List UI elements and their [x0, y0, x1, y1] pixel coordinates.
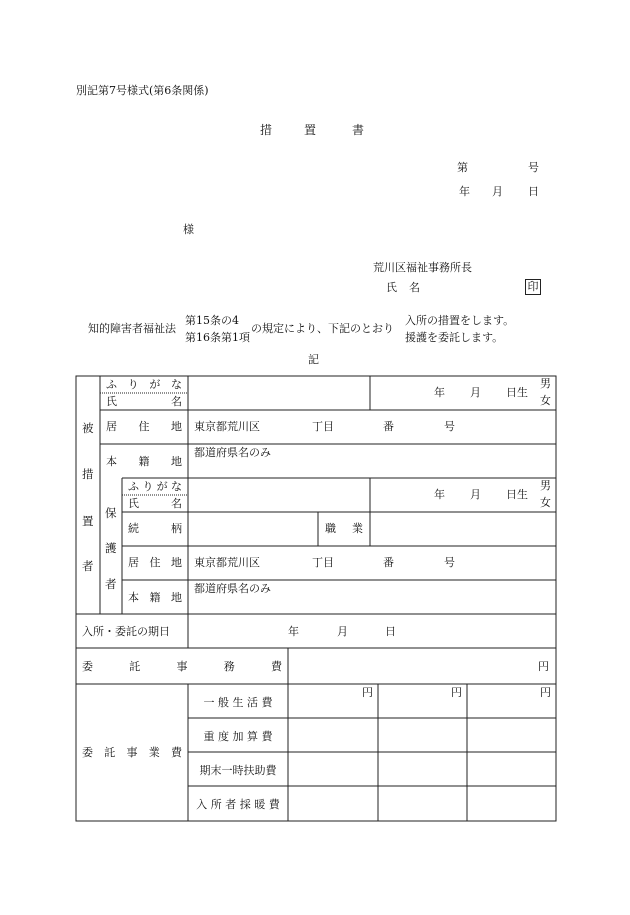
- period-month: 月: [337, 625, 348, 638]
- sex-female[interactable]: 女: [540, 394, 551, 407]
- subject-name-field[interactable]: [189, 377, 369, 409]
- guardian-sex-female[interactable]: 女: [540, 496, 551, 509]
- birth-day: 日生: [506, 386, 528, 399]
- title-char: 措: [260, 123, 273, 137]
- birth-year: 年: [434, 386, 445, 399]
- cost-item-heating: 入 所 者 採 暖 費: [196, 798, 280, 811]
- period-day: 日: [385, 625, 396, 638]
- guardian-address-ward: 東京都荒川区: [194, 556, 260, 569]
- guardian-address-chome: 丁目: [312, 556, 334, 569]
- guardian-birth-month: 月: [470, 488, 481, 501]
- article-option-2: 第16条第1項: [185, 331, 250, 344]
- domicile-label: 本 籍 地: [106, 455, 182, 468]
- cost-item-general-living: 一 般 生 活 費: [203, 696, 273, 709]
- furigana-label: ふ り が な: [106, 378, 182, 391]
- cost-yen-col2: 円: [451, 686, 462, 699]
- issuer-name-label-1: 氏: [386, 281, 397, 294]
- cost-yen-col1: 円: [362, 686, 373, 699]
- guardian-domicile-value: 都道府県名のみ: [194, 582, 271, 595]
- date-month: 月: [492, 185, 503, 198]
- ki-label: 記: [308, 353, 319, 366]
- outcome-option-2: 援護を委託します。: [405, 331, 504, 344]
- sex-male[interactable]: 男: [540, 377, 551, 390]
- number-dai: 第: [457, 161, 468, 174]
- subject-char: 者: [82, 559, 94, 573]
- commission-office-label: 委 託 事 務 費: [82, 660, 282, 673]
- commission-project-label: 委 託 事 業 費: [82, 746, 182, 759]
- guardian-char: 保: [105, 506, 117, 520]
- address-label: 居 住 地: [106, 420, 182, 433]
- seal-mark: 印: [525, 279, 541, 295]
- guardian-sex-male[interactable]: 男: [540, 479, 551, 492]
- guardian-char: 者: [105, 577, 117, 591]
- cost-item-year-end-allowance: 期末一時扶助費: [199, 764, 277, 777]
- guardian-name-label: 氏 名: [128, 497, 182, 510]
- form-number: 別記第7号様式(第6条関係): [76, 84, 209, 97]
- guardian-char: 護: [105, 541, 117, 555]
- commission-office-yen: 円: [538, 660, 549, 673]
- guardian-domicile-label: 本 籍 地: [128, 591, 182, 604]
- law-name: 知的障害者福祉法: [88, 322, 176, 335]
- address-go: 号: [444, 420, 455, 433]
- domicile-value: 都道府県名のみ: [194, 446, 271, 459]
- cost-yen-col3: 円: [540, 686, 551, 699]
- subject-char: 被: [82, 421, 94, 435]
- period-year: 年: [288, 625, 299, 638]
- statement-middle: の規定により、下記のとおり: [251, 322, 394, 335]
- guardian-address-go: 号: [444, 556, 455, 569]
- address-chome: 丁目: [312, 420, 334, 433]
- birth-month: 月: [470, 386, 481, 399]
- address-ward: 東京都荒川区: [194, 420, 260, 433]
- relation-label: 続 柄: [128, 522, 182, 535]
- guardian-address-label: 居 住 地: [128, 556, 182, 569]
- title-char: 書: [352, 123, 365, 137]
- period-label: 入所・委託の期日: [82, 625, 170, 638]
- date-year: 年: [459, 185, 470, 198]
- date-day: 日: [528, 185, 539, 198]
- outcome-option-1: 入所の措置をします。: [405, 314, 515, 327]
- cost-item-severity-addition: 重 度 加 算 費: [203, 730, 273, 743]
- guardian-furigana-label: ふ り が な: [128, 480, 182, 493]
- guardian-address-ban: 番: [383, 556, 394, 569]
- guardian-birth-day: 日生: [506, 488, 528, 501]
- article-option-1: 第15条の4: [185, 314, 239, 327]
- subject-char: 置: [82, 514, 94, 528]
- issuer-office: 荒川区福祉事務所長: [373, 261, 472, 274]
- subject-char: 措: [82, 467, 94, 481]
- title-char: 置: [304, 123, 317, 137]
- name-label: 氏 名: [106, 395, 182, 408]
- guardian-birth-year: 年: [434, 488, 445, 501]
- number-go: 号: [528, 161, 539, 174]
- issuer-name-label-2: 名: [409, 281, 420, 294]
- occupation-label: 職 業: [325, 522, 363, 535]
- address-ban: 番: [383, 420, 394, 433]
- addressee-suffix: 様: [183, 223, 194, 236]
